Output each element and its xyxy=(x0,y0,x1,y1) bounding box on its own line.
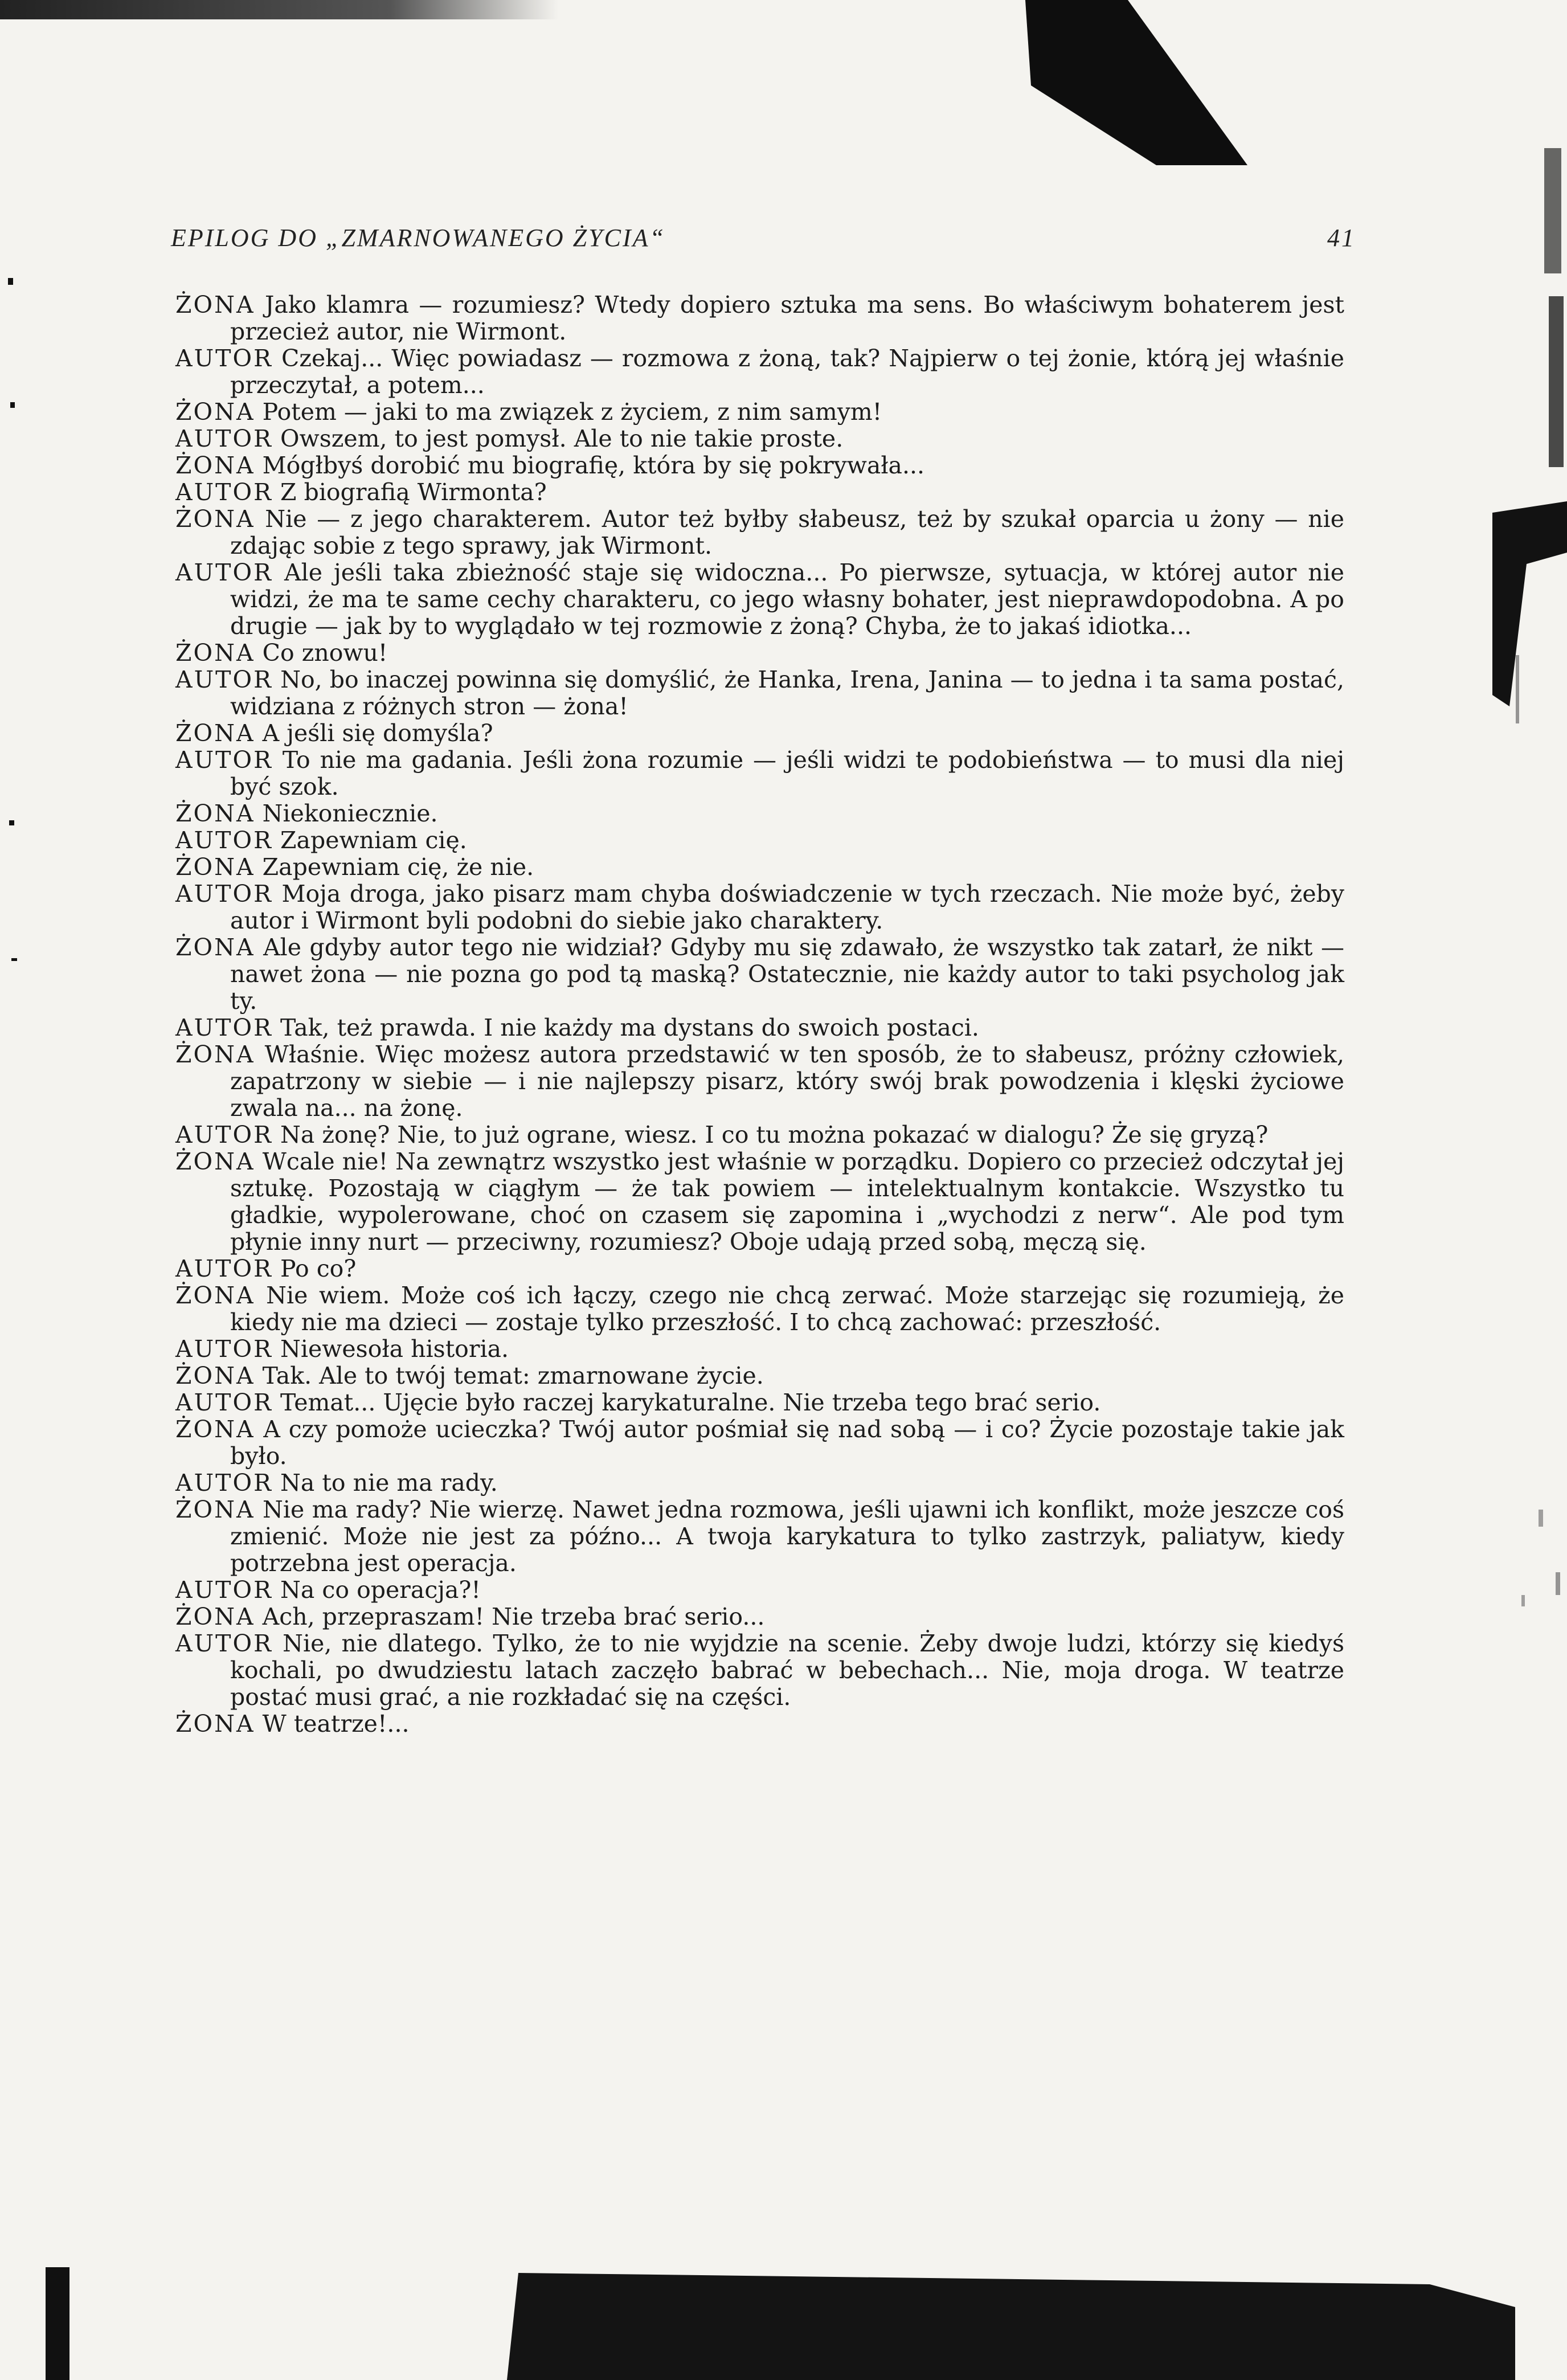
speaker-label: AUTOR xyxy=(175,1469,273,1496)
speaker-label: AUTOR xyxy=(175,1255,273,1282)
speaker-label: ŻONA xyxy=(175,505,255,533)
speaker-label: AUTOR xyxy=(175,666,273,693)
speaker-label: ŻONA xyxy=(175,853,255,881)
dialogue-line xyxy=(175,881,1344,934)
page-number: 41 xyxy=(1327,224,1356,252)
dialogue-line xyxy=(175,1041,1344,1122)
line-text: Ale jeśli taka zbieżność staje się widoczna... Po pierwsze, sytuacja, w której autor nie widzi, że ma te same cechy charakteru, co jego własny bohater, jest nieprawdopodobna. A po drugie — jak by to wyglądało w tej rozmowie z żoną? Chyba, że to jakaś idiotka... xyxy=(230,559,1344,640)
line-text: A czy pomoże ucieczka? Twój autor pośmiał się nad sobą — i co? Życie pozostaje takie jak było. xyxy=(230,1416,1344,1470)
dialogue-line xyxy=(175,747,1344,800)
scan-shadow-top-center xyxy=(1008,0,1259,171)
speaker-label: AUTOR xyxy=(175,479,273,506)
scan-shadow-bottom-center xyxy=(507,2273,1515,2380)
speaker-label: ŻONA xyxy=(175,1416,255,1443)
dialogue-line xyxy=(175,1470,1344,1496)
dialogue-line xyxy=(175,1363,1344,1389)
line-text: A jeśli się domyśla? xyxy=(262,719,493,747)
dialogue-line xyxy=(175,1389,1344,1416)
speaker-label: ŻONA xyxy=(175,452,255,479)
line-text: Mógłbyś dorobić mu biografię, która by się pokrywała... xyxy=(262,452,925,479)
dialogue-line xyxy=(175,426,1344,452)
line-text: Na co operacja?! xyxy=(280,1576,481,1604)
speaker-label: ŻONA xyxy=(175,800,255,827)
line-text: Na żonę? Nie, to już ograne, wiesz. I co tu można pokazać w dialogu? Że się gryzą? xyxy=(280,1121,1269,1148)
speaker-label: AUTOR xyxy=(175,1630,273,1657)
speaker-label: ŻONA xyxy=(175,934,255,961)
speaker-label: ŻONA xyxy=(175,398,255,426)
line-text: Ale gdyby autor tego nie widział? Gdyby mu się zdawało, że wszystko tak zatarł, że nikt — nawet żona — nie pozna go pod tą maską? Ostatecznie, nie każdy autor to taki psycholog jak ty. xyxy=(230,934,1344,1015)
dialogue-line xyxy=(175,452,1344,479)
line-text: Tak. Ale to twój temat: zmarnowane życie. xyxy=(262,1362,764,1389)
dialogue-line xyxy=(175,640,1344,666)
dialogue-line xyxy=(175,399,1344,426)
dialogue-line xyxy=(175,666,1344,720)
dialogue-line xyxy=(175,827,1344,854)
line-text: Niekoniecznie. xyxy=(262,800,438,827)
line-text: Potem — jaki to ma związek z życiem, z nim samym! xyxy=(262,398,882,426)
line-text: Temat... Ujęcie było raczej karykaturalne. Nie trzeba tego brać serio. xyxy=(280,1389,1101,1416)
speaker-label: AUTOR xyxy=(175,1335,273,1363)
line-text: Co znowu! xyxy=(262,639,388,666)
line-text: Wcale nie! Na zewnątrz wszystko jest właśnie w porządku. Dopiero co przecież odczytał jej sztukę. Pozostają w ciągłym — że tak powiem — intelektualnym kontakcie. Wszystko tu gładkie, wypolerowane, choć on czasem się zapomina i „wychodzi z nerw“. Ale pod tym płynie inny nurt — przeciwny, rozumiesz? Oboje udają przed sobą, męczą się. xyxy=(230,1148,1344,1256)
speaker-label: AUTOR xyxy=(175,345,273,372)
dialogue-line xyxy=(175,934,1344,1015)
dialogue-line xyxy=(175,1015,1344,1041)
speaker-label: AUTOR xyxy=(175,1576,273,1604)
line-text: Nie — z jego charakterem. Autor też byłby słabeusz, też by szukał oparcia u żony — nie zdając sobie z tego sprawy, jak Wirmont. xyxy=(230,505,1344,559)
dialogue-body xyxy=(175,292,1344,1737)
dialogue-line xyxy=(175,720,1344,747)
scan-speck-3 xyxy=(9,820,14,825)
line-text: To nie ma gadania. Jeśli żona rozumie — jeśli widzi te podobieństwa — to musi dla niej być szok. xyxy=(230,746,1344,800)
scan-edge-noise xyxy=(1504,0,1567,2380)
speaker-label: AUTOR xyxy=(175,746,273,774)
dialogue-line xyxy=(175,1336,1344,1363)
dialogue-line xyxy=(175,800,1344,827)
speaker-label: ŻONA xyxy=(175,291,255,318)
speaker-label: AUTOR xyxy=(175,1014,273,1041)
line-text: Niewesoła historia. xyxy=(280,1335,509,1363)
dialogue-line xyxy=(175,1604,1344,1630)
speaker-label: AUTOR xyxy=(175,1389,273,1416)
line-text: Z biografią Wirmonta? xyxy=(280,479,547,506)
scan-shadow-bottom-left xyxy=(46,2267,69,2380)
line-text: Nie, nie dlatego. Tylko, że to nie wyjdzie na scenie. Żeby dwoje ludzi, którzy się kiedyś kochali, po dwudziestu latach zaczęło babrać w bebechach... Nie, moja droga. W teatrze postać musi grać, a nie rozkładać się na części. xyxy=(230,1630,1344,1711)
dialogue-line xyxy=(175,1630,1344,1711)
speaker-label: ŻONA xyxy=(175,719,255,747)
speaker-label: AUTOR xyxy=(175,880,273,907)
speaker-label: AUTOR xyxy=(175,425,273,452)
line-text: Nie wiem. Może coś ich łączy, czego nie chcą zerwać. Może starzejąc się rozumieją, że kiedy nie ma dzieci — zostaje tylko przeszłość. I to chcą zachować: przeszłość. xyxy=(230,1282,1344,1336)
line-text: Nie ma rady? Nie wierzę. Nawet jedna rozmowa, jeśli ujawni ich konflikt, może jeszcze coś zmienić. Może nie jest za późno... A twoja karykatura to tylko zastrzyk, paliatyw, kiedy potrzebna jest operacja. xyxy=(230,1496,1344,1577)
line-text: Zapewniam cię. xyxy=(280,827,467,854)
speaker-label: AUTOR xyxy=(175,559,273,586)
running-header xyxy=(171,223,1356,252)
speaker-label: ŻONA xyxy=(175,1362,255,1389)
dialogue-line xyxy=(175,506,1344,559)
line-text: Zapewniam cię, że nie. xyxy=(262,853,534,881)
speaker-label: ŻONA xyxy=(175,1710,255,1737)
line-text: Na to nie ma rady. xyxy=(280,1469,498,1496)
speaker-label: ŻONA xyxy=(175,1496,255,1523)
line-text: Ach, przepraszam! Nie trzeba brać serio... xyxy=(262,1603,765,1630)
dialogue-line xyxy=(175,1256,1344,1282)
dialogue-line xyxy=(175,559,1344,640)
dialogue-line xyxy=(175,292,1344,345)
line-text: Po co? xyxy=(280,1255,357,1282)
dialogue-line xyxy=(175,479,1344,506)
speaker-label: ŻONA xyxy=(175,639,255,666)
line-text: W teatrze!... xyxy=(262,1710,410,1737)
speaker-label: AUTOR xyxy=(175,827,273,854)
line-text: Moja droga, jako pisarz mam chyba doświadczenie w tych rzeczach. Nie może być, żeby autor i Wirmont byli podobni do siebie jako charaktery. xyxy=(230,880,1344,934)
speaker-label: ŻONA xyxy=(175,1148,255,1175)
line-text: Owszem, to jest pomysł. Ale to nie takie proste. xyxy=(280,425,844,452)
header-title: EPILOG DO „ZMARNOWANEGO ŻYCIA“ xyxy=(171,224,665,252)
dialogue-line xyxy=(175,1496,1344,1577)
scan-shadow-top-left xyxy=(0,0,558,19)
line-text: Jako klamra — rozumiesz? Wtedy dopiero sztuka ma sens. Bo właściwym bohaterem jest przecież autor, nie Wirmont. xyxy=(230,291,1344,345)
dialogue-line xyxy=(175,1122,1344,1148)
line-text: No, bo inaczej powinna się domyślić, że Hanka, Irena, Janina — to jedna i ta sama postać, widziana z różnych stron — żona! xyxy=(230,666,1344,720)
dialogue-line xyxy=(175,1577,1344,1604)
dialogue-line xyxy=(175,345,1344,399)
dialogue-line xyxy=(175,1711,1344,1737)
dialogue-line xyxy=(175,854,1344,881)
speaker-label: ŻONA xyxy=(175,1282,255,1309)
scan-speck-2 xyxy=(10,402,15,408)
dialogue-line xyxy=(175,1416,1344,1470)
line-text: Czekaj... Więc powiadasz — rozmowa z żoną, tak? Najpierw o tej żonie, którą jej właśnie przeczytał, a potem... xyxy=(230,345,1344,399)
scan-speck-4 xyxy=(11,958,17,961)
dialogue-line xyxy=(175,1148,1344,1256)
speaker-label: ŻONA xyxy=(175,1041,255,1068)
line-text: Właśnie. Więc możesz autora przedstawić w ten sposób, że to słabeusz, próżny człowiek, zapatrzony w siebie — i nie najlepszy pisarz, który swój brak powodzenia i klęski życiowe zwala na... na żonę. xyxy=(230,1041,1344,1122)
dialogue-line xyxy=(175,1282,1344,1336)
line-text: Tak, też prawda. I nie każdy ma dystans do swoich postaci. xyxy=(280,1014,979,1041)
scan-speck-1 xyxy=(8,278,13,285)
speaker-label: ŻONA xyxy=(175,1603,255,1630)
speaker-label: AUTOR xyxy=(175,1121,273,1148)
